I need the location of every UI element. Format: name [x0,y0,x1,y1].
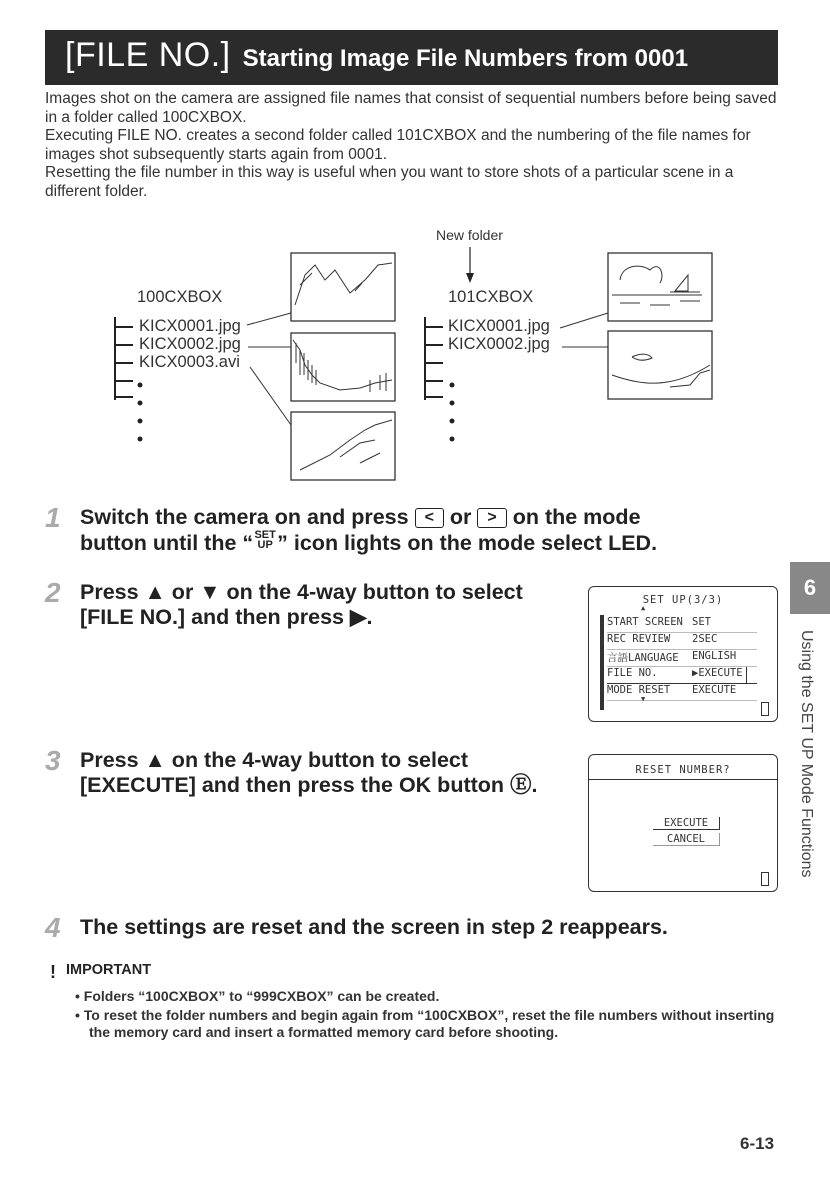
right-key-icon: > [477,508,506,528]
menu-row[interactable]: REC REVIEW 2SEC [607,633,757,650]
cancel-option[interactable]: CANCEL [653,833,720,846]
folder-2-name: 101CXBOX [448,288,534,306]
important-label: IMPORTANT [66,962,152,978]
down-arrow-icon: ▼ [641,695,646,703]
step-2-text [80,580,580,629]
step-1-text [80,505,780,555]
step-3-text [80,748,580,797]
title-sub: Starting Image File Numbers from 0001 [242,45,689,72]
setup-menu-title: SET UP(3/3) [642,594,724,606]
menu-row[interactable]: START SCREEN SET [607,616,757,633]
important-item-1: • Folders “100CXBOX” to “999CXBOX” can be created. [75,988,440,1004]
left-key-icon: < [415,508,444,528]
menu-row[interactable]: MODE RESET EXECUTE [607,684,757,701]
reset-number-title: RESET NUMBER? [635,764,731,776]
step-2-number: 2 [45,577,61,608]
folder-2-file-2: KICX0002.jpg [448,335,550,353]
folder-1-file-2: KICX0002.jpg [139,335,241,353]
folder-1-name: 100CXBOX [137,288,223,306]
chapter-tab: 6 [790,562,830,614]
folder-2-file-1: KICX0001.jpg [448,317,550,335]
up-arrow-icon: ▲ [641,604,646,612]
chapter-side-label: Using the SET UP Mode Functions [798,630,815,878]
step-4-number: 4 [45,912,61,943]
setup-icon: SET UP [254,528,276,551]
important-icon: ! [50,962,56,982]
menu-scrollbar [600,615,604,710]
intro-paragraph-1: Images shot on the camera are assigned file names that consist of sequential numbers before being saved in a folder called 100CXBOX. [45,90,777,126]
intro-text [45,90,785,201]
page-number: 6-13 [740,1134,775,1153]
intro-paragraph-3: Resetting the file number in this way is useful when you want to store shots of a particular scene in a different folder. [45,164,734,200]
screen-divider [589,779,777,780]
folder-diagram [0,225,830,485]
section-title-banner [45,30,778,85]
folder-1-file-1: KICX0001.jpg [139,317,241,335]
setup-menu-screen [588,586,778,722]
folder-diagram-graphics [0,225,830,485]
step-1-part-a: Switch the camera on and press [80,505,409,529]
step-1-part-d: ” icon lights on the mode select LED. [277,530,658,555]
new-folder-label: New folder [436,227,503,243]
step-3-line-1: Press ▲ on the 4-way button to select [80,748,469,772]
execute-option[interactable]: EXECUTE [653,817,720,830]
setup-menu-list [607,616,757,701]
reset-number-screen [588,754,778,892]
important-list [75,988,795,1043]
step-2-line-2: [FILE NO.] and then press ▶. [80,604,373,629]
step-3-number: 3 [45,745,61,776]
step-3-line-2: [EXECUTE] and then press the OK button Ⓔ. [80,772,538,797]
title-main: [FILE NO.] [65,36,231,74]
step-1-part-c: button until the “ [80,530,254,555]
step-1-or: or [449,505,472,529]
battery-icon [761,702,769,716]
battery-icon [761,872,769,886]
step-1-part-b: on the mode [512,505,641,529]
intro-paragraph-2: Executing FILE NO. creates a second folder called 101CXBOX and the numbering of the file names for images shot subsequently starts again from 0001. [45,127,751,163]
step-2-line-1: Press ▲ or ▼ on the 4-way button to select [80,580,523,604]
menu-row[interactable]: 言語LANGUAGE ENGLISH [607,650,757,667]
step-4-text: The settings are reset and the screen in step 2 reappears. [80,915,668,939]
menu-row-selected[interactable]: FILE NO. ▶EXECUTE [607,667,757,684]
important-item-2: • To reset the folder numbers and begin again from “100CXBOX”, reset the file numbers without inserting the memory card and insert a formatted memory card before shooting. [75,1006,775,1040]
folder-1-file-3: KICX0003.avi [139,353,240,371]
step-1-number: 1 [45,502,61,533]
